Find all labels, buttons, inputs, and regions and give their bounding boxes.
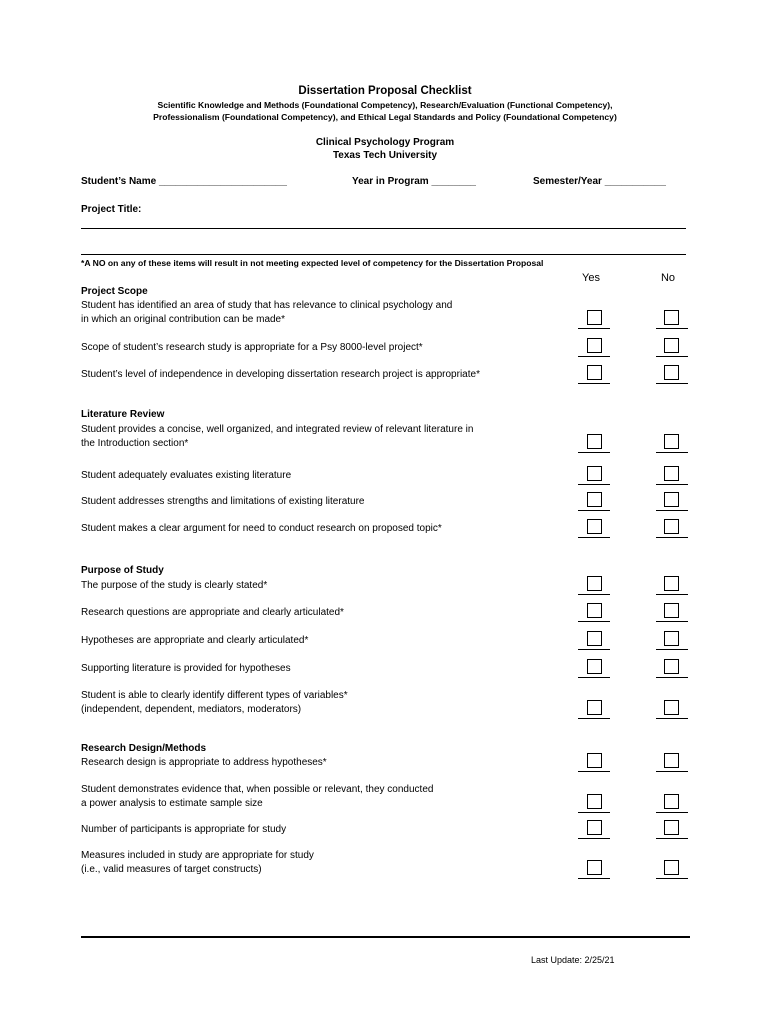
yes-checkbox[interactable]	[587, 631, 602, 646]
no-checkbox[interactable]	[664, 434, 679, 449]
yes-checkbox[interactable]	[587, 519, 602, 534]
yes-checkbox[interactable]	[587, 338, 602, 353]
no-checkbox[interactable]	[664, 700, 679, 715]
section-title: Literature Review	[81, 409, 165, 420]
checklist-item-text: The purpose of the study is clearly stated*	[81, 580, 268, 591]
yes-checkbox-underline	[578, 677, 610, 678]
yes-checkbox-underline	[578, 452, 610, 453]
checklist-item-text: Student demonstrates evidence that, when possible or relevant, they conducted	[81, 784, 434, 795]
no-checkbox[interactable]	[664, 631, 679, 646]
no-checkbox[interactable]	[664, 365, 679, 380]
checklist-item-text: Hypotheses are appropriate and clearly articulated*	[81, 635, 309, 646]
checklist-item-text: Measures included in study are appropriate for study	[81, 850, 314, 861]
checklist-item-text: Student has identified an area of study that has relevance to clinical psychology and	[81, 300, 453, 311]
no-checkbox[interactable]	[664, 310, 679, 325]
checklist-item-text: a power analysis to estimate sample size	[81, 797, 263, 809]
checklist-item-text: Scope of student’s research study is appropriate for a Psy 8000-level project*	[81, 342, 423, 353]
checklist-item-text: Number of participants is appropriate for study	[81, 824, 287, 835]
no-column-header: No	[660, 272, 676, 284]
checklist-item-text: Student addresses strengths and limitations of existing literature	[81, 496, 365, 507]
footer-divider	[81, 936, 690, 938]
checklist-item-text: Research questions are appropriate and clearly articulated*	[81, 607, 344, 618]
yes-checkbox[interactable]	[587, 794, 602, 809]
checklist-item-text: Student adequately evaluates existing literature	[81, 470, 292, 481]
yes-checkbox[interactable]	[587, 603, 602, 618]
yes-checkbox[interactable]	[587, 860, 602, 875]
checklist-item-text: Student provides a concise, well organized, and integrated review of relevant literature in	[81, 424, 474, 435]
yes-checkbox[interactable]	[587, 466, 602, 481]
no-checkbox-underline	[656, 452, 688, 453]
section-title: Research Design/Methods	[81, 743, 207, 754]
no-checkbox[interactable]	[664, 659, 679, 674]
checklist-item-text: the Introduction section*	[81, 437, 189, 449]
yes-checkbox[interactable]	[587, 434, 602, 449]
checklist-item-text: Student makes a clear argument for need to conduct research on proposed topic*	[81, 523, 442, 534]
yes-checkbox[interactable]	[587, 659, 602, 674]
year-in-program-field[interactable]: Year in Program ________	[352, 176, 476, 187]
yes-checkbox[interactable]	[587, 365, 602, 380]
competencies-line-1: Scientific Knowledge and Methods (Foundational Competency), Research/Evaluation (Functional Competency),	[157, 100, 613, 110]
checklist-item-text: (independent, dependent, mediators, moderators)	[81, 703, 302, 715]
section-title: Purpose of Study	[81, 565, 164, 576]
checklist-item-text: Student is able to clearly identify different types of variables*	[81, 690, 348, 701]
yes-checkbox[interactable]	[587, 492, 602, 507]
yes-checkbox-underline	[578, 878, 610, 879]
yes-checkbox-underline	[578, 594, 610, 595]
no-checkbox[interactable]	[664, 338, 679, 353]
no-checkbox-underline	[656, 812, 688, 813]
no-checkbox-underline	[656, 649, 688, 650]
yes-checkbox-underline	[578, 718, 610, 719]
checklist-item-text: Supporting literature is provided for hypotheses	[81, 663, 291, 674]
no-checkbox-underline	[656, 771, 688, 772]
no-checkbox[interactable]	[664, 603, 679, 618]
yes-checkbox-underline	[578, 383, 610, 384]
university-name: Texas Tech University	[332, 150, 438, 161]
section-title: Project Scope	[81, 286, 148, 297]
yes-checkbox-underline	[578, 621, 610, 622]
yes-checkbox-underline	[578, 356, 610, 357]
no-checkbox-underline	[656, 838, 688, 839]
no-checkbox[interactable]	[664, 860, 679, 875]
checklist-item-text: (i.e., valid measures of target constructs)	[81, 863, 262, 875]
last-update: Last Update: 2/25/21	[531, 955, 615, 965]
yes-checkbox-underline	[578, 328, 610, 329]
no-checkbox-underline	[656, 510, 688, 511]
yes-checkbox[interactable]	[587, 576, 602, 591]
yes-checkbox[interactable]	[587, 700, 602, 715]
project-title-line-1[interactable]	[81, 228, 686, 229]
project-title-line-2[interactable]	[81, 254, 686, 255]
yes-checkbox[interactable]	[587, 310, 602, 325]
no-checkbox[interactable]	[664, 576, 679, 591]
program-name: Clinical Psychology Program	[315, 137, 455, 148]
no-checkbox[interactable]	[664, 753, 679, 768]
no-checkbox[interactable]	[664, 794, 679, 809]
yes-checkbox-underline	[578, 771, 610, 772]
no-checkbox-underline	[656, 621, 688, 622]
yes-checkbox[interactable]	[587, 820, 602, 835]
no-checkbox-underline	[656, 356, 688, 357]
competencies-line-2: Professionalism (Foundational Competency), and Ethical Legal Standards and Policy (Foundational Competency)	[153, 112, 617, 122]
checklist-item-text: Student’s level of independence in developing dissertation research project is appropriate*	[81, 369, 480, 380]
yes-checkbox[interactable]	[587, 753, 602, 768]
checklist-item-text: in which an original contribution can be made*	[81, 313, 286, 325]
yes-checkbox-underline	[578, 510, 610, 511]
no-checkbox-underline	[656, 537, 688, 538]
no-checkbox-underline	[656, 484, 688, 485]
no-checkbox[interactable]	[664, 820, 679, 835]
checklist-item-text: Research design is appropriate to address hypotheses*	[81, 757, 327, 768]
yes-column-header: Yes	[582, 272, 600, 284]
no-checkbox[interactable]	[664, 492, 679, 507]
competency-note: *A NO on any of these items will result in not meeting expected level of competency for the Dissertation Proposal	[81, 258, 544, 268]
document-title: Dissertation Proposal Checklist	[298, 85, 472, 97]
no-checkbox-underline	[656, 677, 688, 678]
yes-checkbox-underline	[578, 537, 610, 538]
no-checkbox[interactable]	[664, 466, 679, 481]
yes-checkbox-underline	[578, 649, 610, 650]
no-checkbox-underline	[656, 878, 688, 879]
yes-checkbox-underline	[578, 812, 610, 813]
student-name-field[interactable]: Student’s Name _______________________	[81, 176, 287, 187]
no-checkbox-underline	[656, 594, 688, 595]
yes-checkbox-underline	[578, 838, 610, 839]
no-checkbox-underline	[656, 718, 688, 719]
no-checkbox-underline	[656, 328, 688, 329]
no-checkbox[interactable]	[664, 519, 679, 534]
no-checkbox-underline	[656, 383, 688, 384]
yes-checkbox-underline	[578, 484, 610, 485]
semester-year-field[interactable]: Semester/Year ___________	[533, 176, 666, 187]
project-title-label: Project Title:	[81, 204, 142, 215]
